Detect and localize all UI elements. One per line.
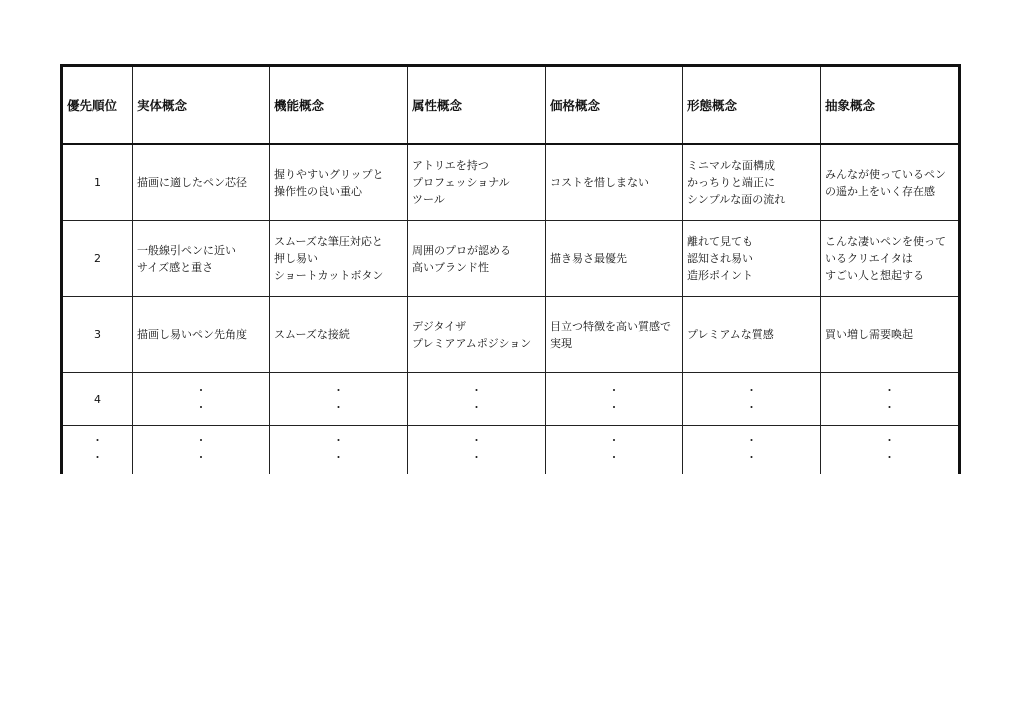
priority-cell: 4: [62, 373, 133, 426]
table-cell: コストを惜しまない: [546, 144, 683, 221]
header-priority: 優先順位: [62, 66, 133, 145]
ellipsis-cell: ・ ・: [133, 426, 270, 475]
table-cell: スムーズな筆圧対応と 押し易い ショートカットボタン: [270, 221, 408, 297]
header-price-concept: 価格概念: [546, 66, 683, 145]
ellipsis-cell: ・ ・: [821, 373, 960, 426]
table-cell: プレミアムな質感: [683, 297, 821, 373]
ellipsis-cell: ・ ・: [408, 426, 546, 475]
table-cell: こんな凄いペンを使って いるクリエイタは すごい人と想起する: [821, 221, 960, 297]
ellipsis-cell: ・ ・: [546, 426, 683, 475]
table-row: [62, 297, 960, 373]
header-attribute-concept: 属性概念: [408, 66, 546, 145]
table-row: [62, 221, 960, 297]
table-cell: デジタイザ プレミアアムポジション: [408, 297, 546, 373]
table-cell: 目立つ特徴を高い質感で 実現: [546, 297, 683, 373]
table-cell: アトリエを持つ プロフェッショナル ツール: [408, 144, 546, 221]
priority-cell: 1: [62, 144, 133, 221]
ellipsis-cell: ・ ・: [821, 426, 960, 475]
header-entity-concept: 実体概念: [133, 66, 270, 145]
table-cell: 握りやすいグリップと 操作性の良い重心: [270, 144, 408, 221]
table-cell: 描き易さ最優先: [546, 221, 683, 297]
ellipsis-cell: ・ ・: [270, 426, 408, 475]
table-cell: 離れて見ても 認知され易い 造形ポイント: [683, 221, 821, 297]
table-cell: ミニマルな面構成 かっちりと端正に シンプルな面の流れ: [683, 144, 821, 221]
header-form-concept: 形態概念: [683, 66, 821, 145]
ellipsis-cell: ・ ・: [683, 373, 821, 426]
header-function-concept: 機能概念: [270, 66, 408, 145]
table-cell: 一般線引ペンに近い サイズ感と重さ: [133, 221, 270, 297]
table-cell: 周囲のプロが認める 高いブランド性: [408, 221, 546, 297]
ellipsis-cell: ・ ・: [270, 373, 408, 426]
header-row: [62, 66, 960, 145]
table-cell: 買い増し需要喚起: [821, 297, 960, 373]
header-abstract-concept: 抽象概念: [821, 66, 960, 145]
priority-cell: ・ ・: [62, 426, 133, 475]
table-cell: 描画に適したペン芯径: [133, 144, 270, 221]
priority-cell: 2: [62, 221, 133, 297]
ellipsis-cell: ・ ・: [546, 373, 683, 426]
table-row: [62, 426, 960, 475]
ellipsis-cell: ・ ・: [683, 426, 821, 475]
ellipsis-cell: ・ ・: [408, 373, 546, 426]
table-row: [62, 144, 960, 221]
table-cell: みんなが使っているペン の遥か上をいく存在感: [821, 144, 960, 221]
priority-cell: 3: [62, 297, 133, 373]
ellipsis-cell: ・ ・: [133, 373, 270, 426]
table-cell: 描画し易いペン先角度: [133, 297, 270, 373]
table-row: [62, 373, 960, 426]
concept-priority-table: [60, 64, 961, 474]
table-cell: スムーズな接続: [270, 297, 408, 373]
